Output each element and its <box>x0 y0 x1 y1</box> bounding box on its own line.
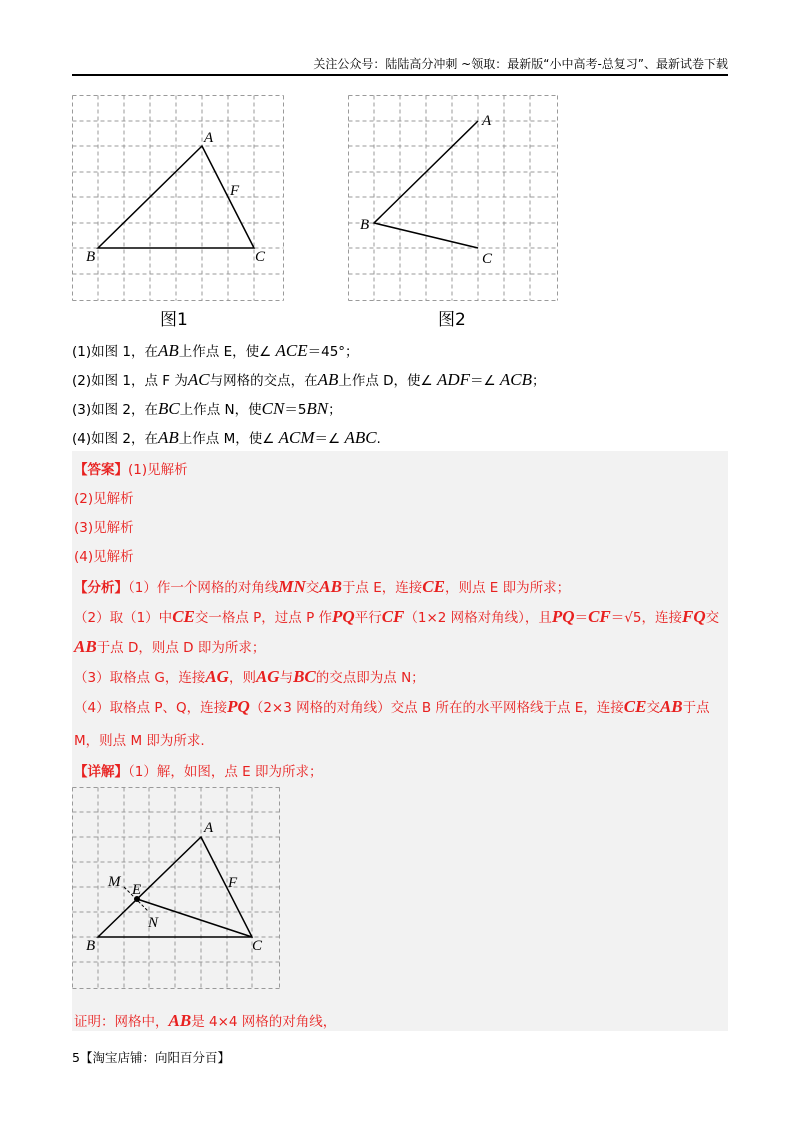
figure-2-caption: 图2 <box>438 310 466 330</box>
label-b: B <box>86 249 96 265</box>
answer-line-1: 【答案】(1)见解析 <box>74 462 188 478</box>
answer-line-4: (4)见解析 <box>74 549 134 565</box>
question-4: (4)如图 2，在AB上作点 M，使∠ ACM＝∠ ABC. <box>72 428 381 447</box>
label-m: M <box>108 874 121 890</box>
question-3: (3)如图 2，在BC上作点 N，使CN＝5BN； <box>72 399 342 418</box>
label-f: F <box>228 875 238 891</box>
figure-2 <box>348 95 558 301</box>
label-n: N <box>148 915 159 931</box>
question-2: (2)如图 1，点 F 为AC与网格的交点，在AB上作点 D，使∠ ADF＝∠ ACB； <box>72 370 546 389</box>
analysis-line-3: （3）取格点 G，连接AG，则AG与BC的交点即为点 N； <box>74 667 425 686</box>
question-1: (1)如图 1，在AB上作点 E，使∠ ACE＝45°； <box>72 341 359 360</box>
detail-line-1: 【详解】（1）解，如图，点 E 即为所求； <box>74 764 323 780</box>
label-c: C <box>482 251 493 267</box>
analysis-line-2: （2）取（1）中CE交一格点 P，过点 P 作PQ平行CF（1×2 网格对角线），且PQ＝CF＝√5，连接FQ交 <box>74 607 720 626</box>
analysis-line-4: （4）取格点 P、Q，连接PQ（2×3 网格的对角线）交点 B 所在的水平网格线于点 E，连接CE交AB于点 <box>74 697 710 716</box>
label-a: A <box>204 820 214 836</box>
figure-1-caption: 图1 <box>160 310 188 330</box>
detail-figure <box>72 787 280 989</box>
header-rule <box>72 74 728 76</box>
figure-1 <box>72 95 284 301</box>
page-footer: 5【淘宝店铺：向阳百分百】 <box>72 1050 230 1065</box>
proof-line-1: 证明：网格中，AB是 4×4 网格的对角线， <box>74 1011 337 1030</box>
label-a: A <box>204 130 214 146</box>
label-c: C <box>255 249 266 265</box>
label-b: B <box>360 217 370 233</box>
label-f: F <box>230 183 240 199</box>
analysis-line-2b: AB于点 D，则点 D 即为所求； <box>74 637 266 656</box>
page-header: 关注公众号：陆陆高分冲刺 ~领取：最新版“小中高考-总复习”、最新试卷下载 <box>313 57 728 71</box>
answer-line-3: (3)见解析 <box>74 520 134 536</box>
label-c: C <box>252 938 263 954</box>
analysis-line-1: 【分析】（1）作一个网格的对角线MN交AB于点 E，连接CE，则点 E 即为所求； <box>74 577 571 596</box>
analysis-line-4b: M，则点 M 即为所求. <box>74 733 205 749</box>
label-a: A <box>482 113 492 129</box>
answer-line-2: (2)见解析 <box>74 491 134 507</box>
label-b: B <box>86 938 96 954</box>
label-e: E <box>132 882 142 898</box>
